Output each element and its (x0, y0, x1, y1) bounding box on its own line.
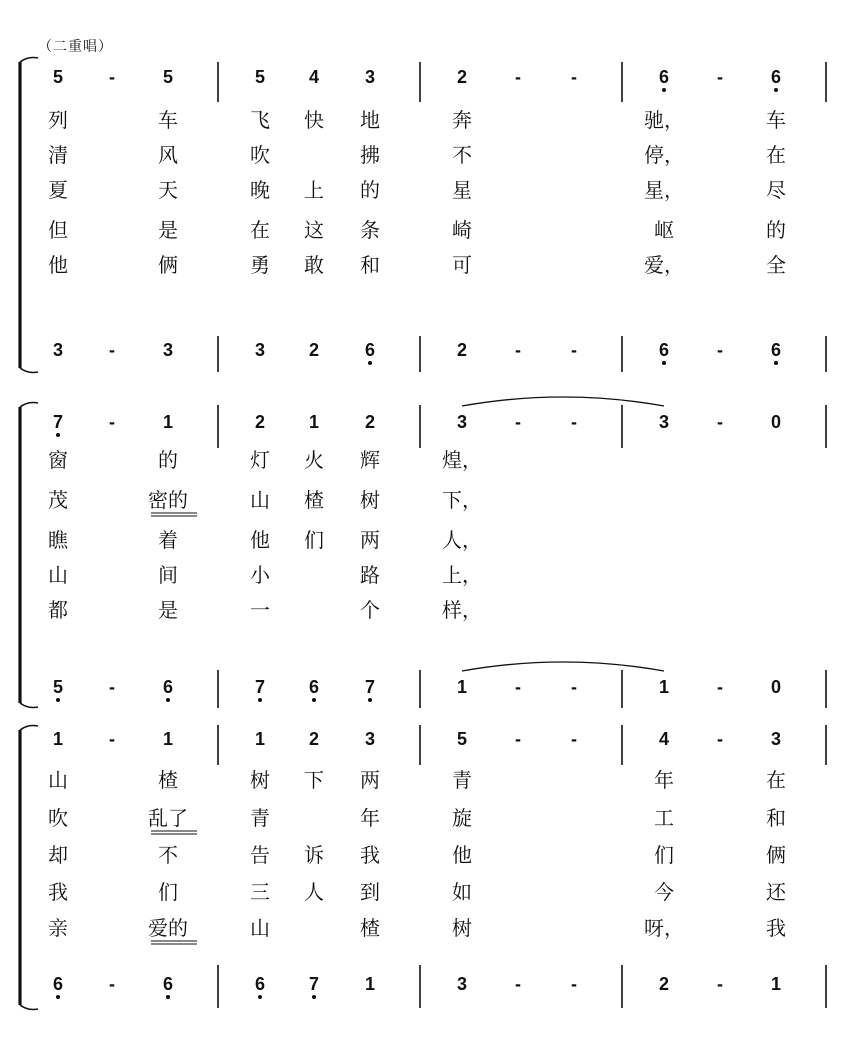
system-2-lyric: 辉 (360, 448, 380, 472)
system-2-lyric: 楂 (304, 488, 324, 512)
system-3-lyric: 俩 (766, 843, 786, 867)
system-1-lyric: 地 (360, 108, 380, 132)
system-3-top-note: - (109, 729, 115, 749)
system-3-bottom-note-low-octave-dot (56, 995, 60, 999)
system-3-lyric: 树 (452, 916, 472, 940)
system-2-lyric: 下， (442, 488, 482, 512)
system-3-brace-bottom-hook (20, 1005, 38, 1010)
system-2-lyric: 火 (304, 448, 324, 472)
system-1-lyric: 和 (360, 253, 380, 277)
system-1-bottom-note-low-octave-dot (774, 361, 778, 365)
system-3-lyric: 工 (654, 806, 674, 830)
system-1-bottom-note: 6 (770, 340, 782, 360)
system-1-lyric: 清 (48, 143, 68, 167)
system-3-lyric: 和 (766, 806, 786, 830)
system-2-bottom-note: - (515, 677, 521, 697)
system-1-lyric: 但 (48, 218, 68, 242)
system-2-lyric: 小 (250, 563, 270, 587)
system-1-lyric: 条 (360, 218, 380, 242)
system-1-lyric: 星， (644, 178, 684, 202)
system-1-bottom-note: 6 (364, 340, 376, 360)
system-1-lyric: 爱， (644, 253, 684, 277)
system-1-bottom-note: - (571, 340, 577, 360)
system-2-top-note-low-octave-dot (56, 433, 60, 437)
system-3-brace-top-hook (20, 726, 38, 731)
system-3-lyric: 楂 (360, 916, 380, 940)
system-2-lyric: 样， (442, 598, 482, 622)
system-3-lyric: 亲 (48, 916, 68, 940)
system-2-bottom-note: 6 (308, 677, 320, 697)
system-2-top-note: 1 (162, 412, 174, 432)
system-2-bottom-note-low-octave-dot (258, 698, 262, 702)
system-1-lyric: 敢 (304, 253, 324, 277)
system-1-lyric: 快 (304, 108, 324, 132)
system-2-lyric: 人， (442, 528, 482, 552)
system-2-lyric: 路 (360, 563, 380, 587)
system-2-lyric: 的 (158, 448, 178, 472)
system-1-top-note: 2 (456, 67, 468, 87)
system-2-top-note: 3 (658, 412, 670, 432)
system-3-lyric: 楂 (158, 768, 178, 792)
system-1-lyric: 的 (360, 178, 380, 202)
system-3-lyric: 爱的 (148, 916, 188, 940)
system-1-top-note: - (515, 67, 521, 87)
system-3-lyric: 们 (654, 843, 674, 867)
system-2-bottom-note: 5 (52, 677, 64, 697)
system-3-lyric: 乱了 (148, 806, 188, 830)
system-1-top-note: - (717, 67, 723, 87)
system-3-lyric: 不 (158, 843, 178, 867)
system-3-bottom-note: 6 (254, 974, 266, 994)
system-2-lyric: 瞧 (48, 528, 68, 552)
system-1-lyric: 全 (766, 253, 786, 277)
system-2-bottom-note-low-octave-dot (166, 698, 170, 702)
system-3-top-note: - (515, 729, 521, 749)
system-1-lyric: 崎 (452, 218, 472, 242)
system-2-lyric: 茂 (48, 488, 68, 512)
system-1-brace-bottom-hook (20, 368, 38, 373)
system-3-top-note: 1 (52, 729, 64, 749)
system-2-brace-bottom-hook (20, 703, 38, 708)
system-1-bottom-note-low-octave-dot (368, 361, 372, 365)
system-1-lyric: 晚 (250, 178, 270, 202)
system-1-lyric: 是 (158, 218, 178, 242)
system-2-bottom-note: 6 (162, 677, 174, 697)
system-3-lyric: 下 (304, 768, 324, 792)
system-3-bottom-note: - (109, 974, 115, 994)
system-2-bottom-note-low-octave-dot (312, 698, 316, 702)
system-2-bottom-note: - (571, 677, 577, 697)
system-2-lyric: 灯 (250, 448, 270, 472)
system-1-lyric: 天 (158, 178, 178, 202)
system-1-lyric: 的 (766, 218, 786, 242)
system-3-bottom-note-low-octave-dot (312, 995, 316, 999)
system-1-lyric: 勇 (250, 253, 270, 277)
system-3-top-note: - (571, 729, 577, 749)
system-3-lyric: 告 (250, 843, 270, 867)
system-2-lyric: 山 (48, 563, 68, 587)
system-1-bottom-note: - (109, 340, 115, 360)
system-2-lyric: 着 (158, 528, 178, 552)
system-1-lyric: 吹 (250, 143, 270, 167)
system-3-lyric: 山 (48, 768, 68, 792)
system-2-bottom-note: 7 (254, 677, 266, 697)
system-3-bottom-note: 1 (770, 974, 782, 994)
system-3-lyric: 我 (48, 880, 68, 904)
system-1-lyric: 车 (766, 108, 786, 132)
system-1-top-note-low-octave-dot (662, 88, 666, 92)
system-2-lyric: 窗 (48, 448, 68, 472)
system-1-lyric: 星 (452, 178, 472, 202)
system-3-top-note: 2 (308, 729, 320, 749)
system-2-bottom-note: 1 (658, 677, 670, 697)
system-3-bottom-note: 6 (162, 974, 174, 994)
system-1-lyric: 在 (766, 143, 786, 167)
system-3-lyric: 们 (158, 880, 178, 904)
system-2-lyric: 树 (360, 488, 380, 512)
system-3-lyric: 吹 (48, 806, 68, 830)
system-1-brace-top-hook (20, 58, 38, 63)
system-2-bottom-note: - (717, 677, 723, 697)
system-3-lyric: 旋 (452, 806, 472, 830)
system-1-lyric: 驰， (644, 108, 684, 132)
system-1-top-note-low-octave-dot (774, 88, 778, 92)
system-3-lyric: 呀， (644, 916, 684, 940)
system-1-bottom-note: 2 (456, 340, 468, 360)
system-1-top-note: 4 (308, 67, 320, 87)
system-2-lyric: 是 (158, 598, 178, 622)
system-1-top-note: 5 (52, 67, 64, 87)
system-1-bottom-note: - (717, 340, 723, 360)
system-3-lyric: 我 (766, 916, 786, 940)
system-2-top-note: 7 (52, 412, 64, 432)
system-3-bottom-note: 2 (658, 974, 670, 994)
system-3-bottom-note: 1 (364, 974, 376, 994)
system-2-top-note: 0 (770, 412, 782, 432)
system-1-lyric: 可 (452, 253, 472, 277)
system-2-lyric: 他 (250, 528, 270, 552)
system-1-top-note: 3 (364, 67, 376, 87)
system-1-bottom-note: 6 (658, 340, 670, 360)
system-1-bottom-note: 2 (308, 340, 320, 360)
system-1-lyric: 岖 (654, 218, 674, 242)
system-1-top-note: - (109, 67, 115, 87)
system-1-lyric: 飞 (250, 108, 270, 132)
system-3-lyric: 今 (654, 880, 674, 904)
system-3-lyric: 还 (766, 880, 786, 904)
system-3-top-note: 1 (162, 729, 174, 749)
system-3-lyric: 在 (766, 768, 786, 792)
system-1-lyric: 夏 (48, 178, 68, 202)
system-2-bottom-note: 1 (456, 677, 468, 697)
system-1-bottom-note-low-octave-dot (662, 361, 666, 365)
system-3-lyric: 三 (250, 880, 270, 904)
system-1-lyric: 不 (452, 143, 472, 167)
system-1-lyric: 俩 (158, 253, 178, 277)
system-2-top-note: 2 (254, 412, 266, 432)
system-3-top-note: 5 (456, 729, 468, 749)
system-3-lyric: 我 (360, 843, 380, 867)
system-3-top-note: 4 (658, 729, 670, 749)
system-1-top-note: 6 (658, 67, 670, 87)
system-3-lyric: 树 (250, 768, 270, 792)
system-3-lyric: 年 (360, 806, 380, 830)
system-1-lyric: 列 (48, 108, 68, 132)
system-2-lyric: 们 (304, 528, 324, 552)
system-3-lyric: 青 (452, 768, 472, 792)
duet-header: （二重唱） (38, 39, 113, 55)
system-3-bottom-note: 3 (456, 974, 468, 994)
system-2-brace-top-hook (20, 403, 38, 408)
system-2-top-note: - (717, 412, 723, 432)
system-3-lyric: 人 (304, 880, 324, 904)
system-2-top-note: 1 (308, 412, 320, 432)
system-1-lyric: 车 (158, 108, 178, 132)
system-2-lyric: 山 (250, 488, 270, 512)
system-3-lyric: 却 (48, 843, 68, 867)
system-1-bottom-note: - (515, 340, 521, 360)
system-2-bottom-note-low-octave-dot (368, 698, 372, 702)
system-3-top-note: 1 (254, 729, 266, 749)
system-1-bottom-note: 3 (162, 340, 174, 360)
system-3-top-note: 3 (770, 729, 782, 749)
system-2-top-note: - (515, 412, 521, 432)
system-2-top-note: - (571, 412, 577, 432)
system-3-bottom-note: - (515, 974, 521, 994)
system-3-bottom-note: - (571, 974, 577, 994)
system-2-lyric: 两 (360, 528, 380, 552)
system-1-top-note: - (571, 67, 577, 87)
system-3-lyric: 青 (250, 806, 270, 830)
system-3-bottom-note: 6 (52, 974, 64, 994)
system-2-top-tie (462, 397, 664, 406)
system-3-lyric: 两 (360, 768, 380, 792)
system-3-lyric: 到 (360, 880, 380, 904)
system-2-bottom-note-low-octave-dot (56, 698, 60, 702)
system-1-bottom-note: 3 (254, 340, 266, 360)
system-3-lyric: 年 (654, 768, 674, 792)
system-1-lyric: 风 (158, 143, 178, 167)
system-1-bottom-note: 3 (52, 340, 64, 360)
system-3-bottom-note-low-octave-dot (258, 995, 262, 999)
system-1-lyric: 上 (304, 178, 324, 202)
system-3-lyric: 诉 (304, 843, 324, 867)
system-2-lyric: 上， (442, 563, 482, 587)
system-1-top-note: 6 (770, 67, 782, 87)
system-3-lyric: 如 (452, 880, 472, 904)
system-2-bottom-note: 7 (364, 677, 376, 697)
system-2-bottom-note: - (109, 677, 115, 697)
system-2-bottom-tie (462, 662, 664, 671)
system-3-lyric: 他 (452, 843, 472, 867)
system-1-lyric: 拂 (360, 143, 380, 167)
system-2-top-note: - (109, 412, 115, 432)
system-2-lyric: 煌， (442, 448, 482, 472)
system-2-bottom-note: 0 (770, 677, 782, 697)
system-1-lyric: 停， (644, 143, 684, 167)
system-1-lyric: 这 (304, 218, 324, 242)
system-1-lyric: 在 (250, 218, 270, 242)
system-3-bottom-note-low-octave-dot (166, 995, 170, 999)
system-2-lyric: 密的 (148, 488, 188, 512)
system-3-lyric: 山 (250, 916, 270, 940)
system-2-top-note: 3 (456, 412, 468, 432)
system-1-lyric: 尽 (766, 178, 786, 202)
system-3-bottom-note: - (717, 974, 723, 994)
system-2-lyric: 个 (360, 598, 380, 622)
system-2-lyric: 一 (250, 598, 270, 622)
system-2-top-note: 2 (364, 412, 376, 432)
system-3-bottom-note: 7 (308, 974, 320, 994)
system-1-lyric: 奔 (452, 108, 472, 132)
system-1-top-note: 5 (162, 67, 174, 87)
system-2-lyric: 间 (158, 563, 178, 587)
system-3-top-note: 3 (364, 729, 376, 749)
system-2-lyric: 都 (48, 598, 68, 622)
system-1-lyric: 他 (48, 253, 68, 277)
system-3-top-note: - (717, 729, 723, 749)
system-1-top-note: 5 (254, 67, 266, 87)
